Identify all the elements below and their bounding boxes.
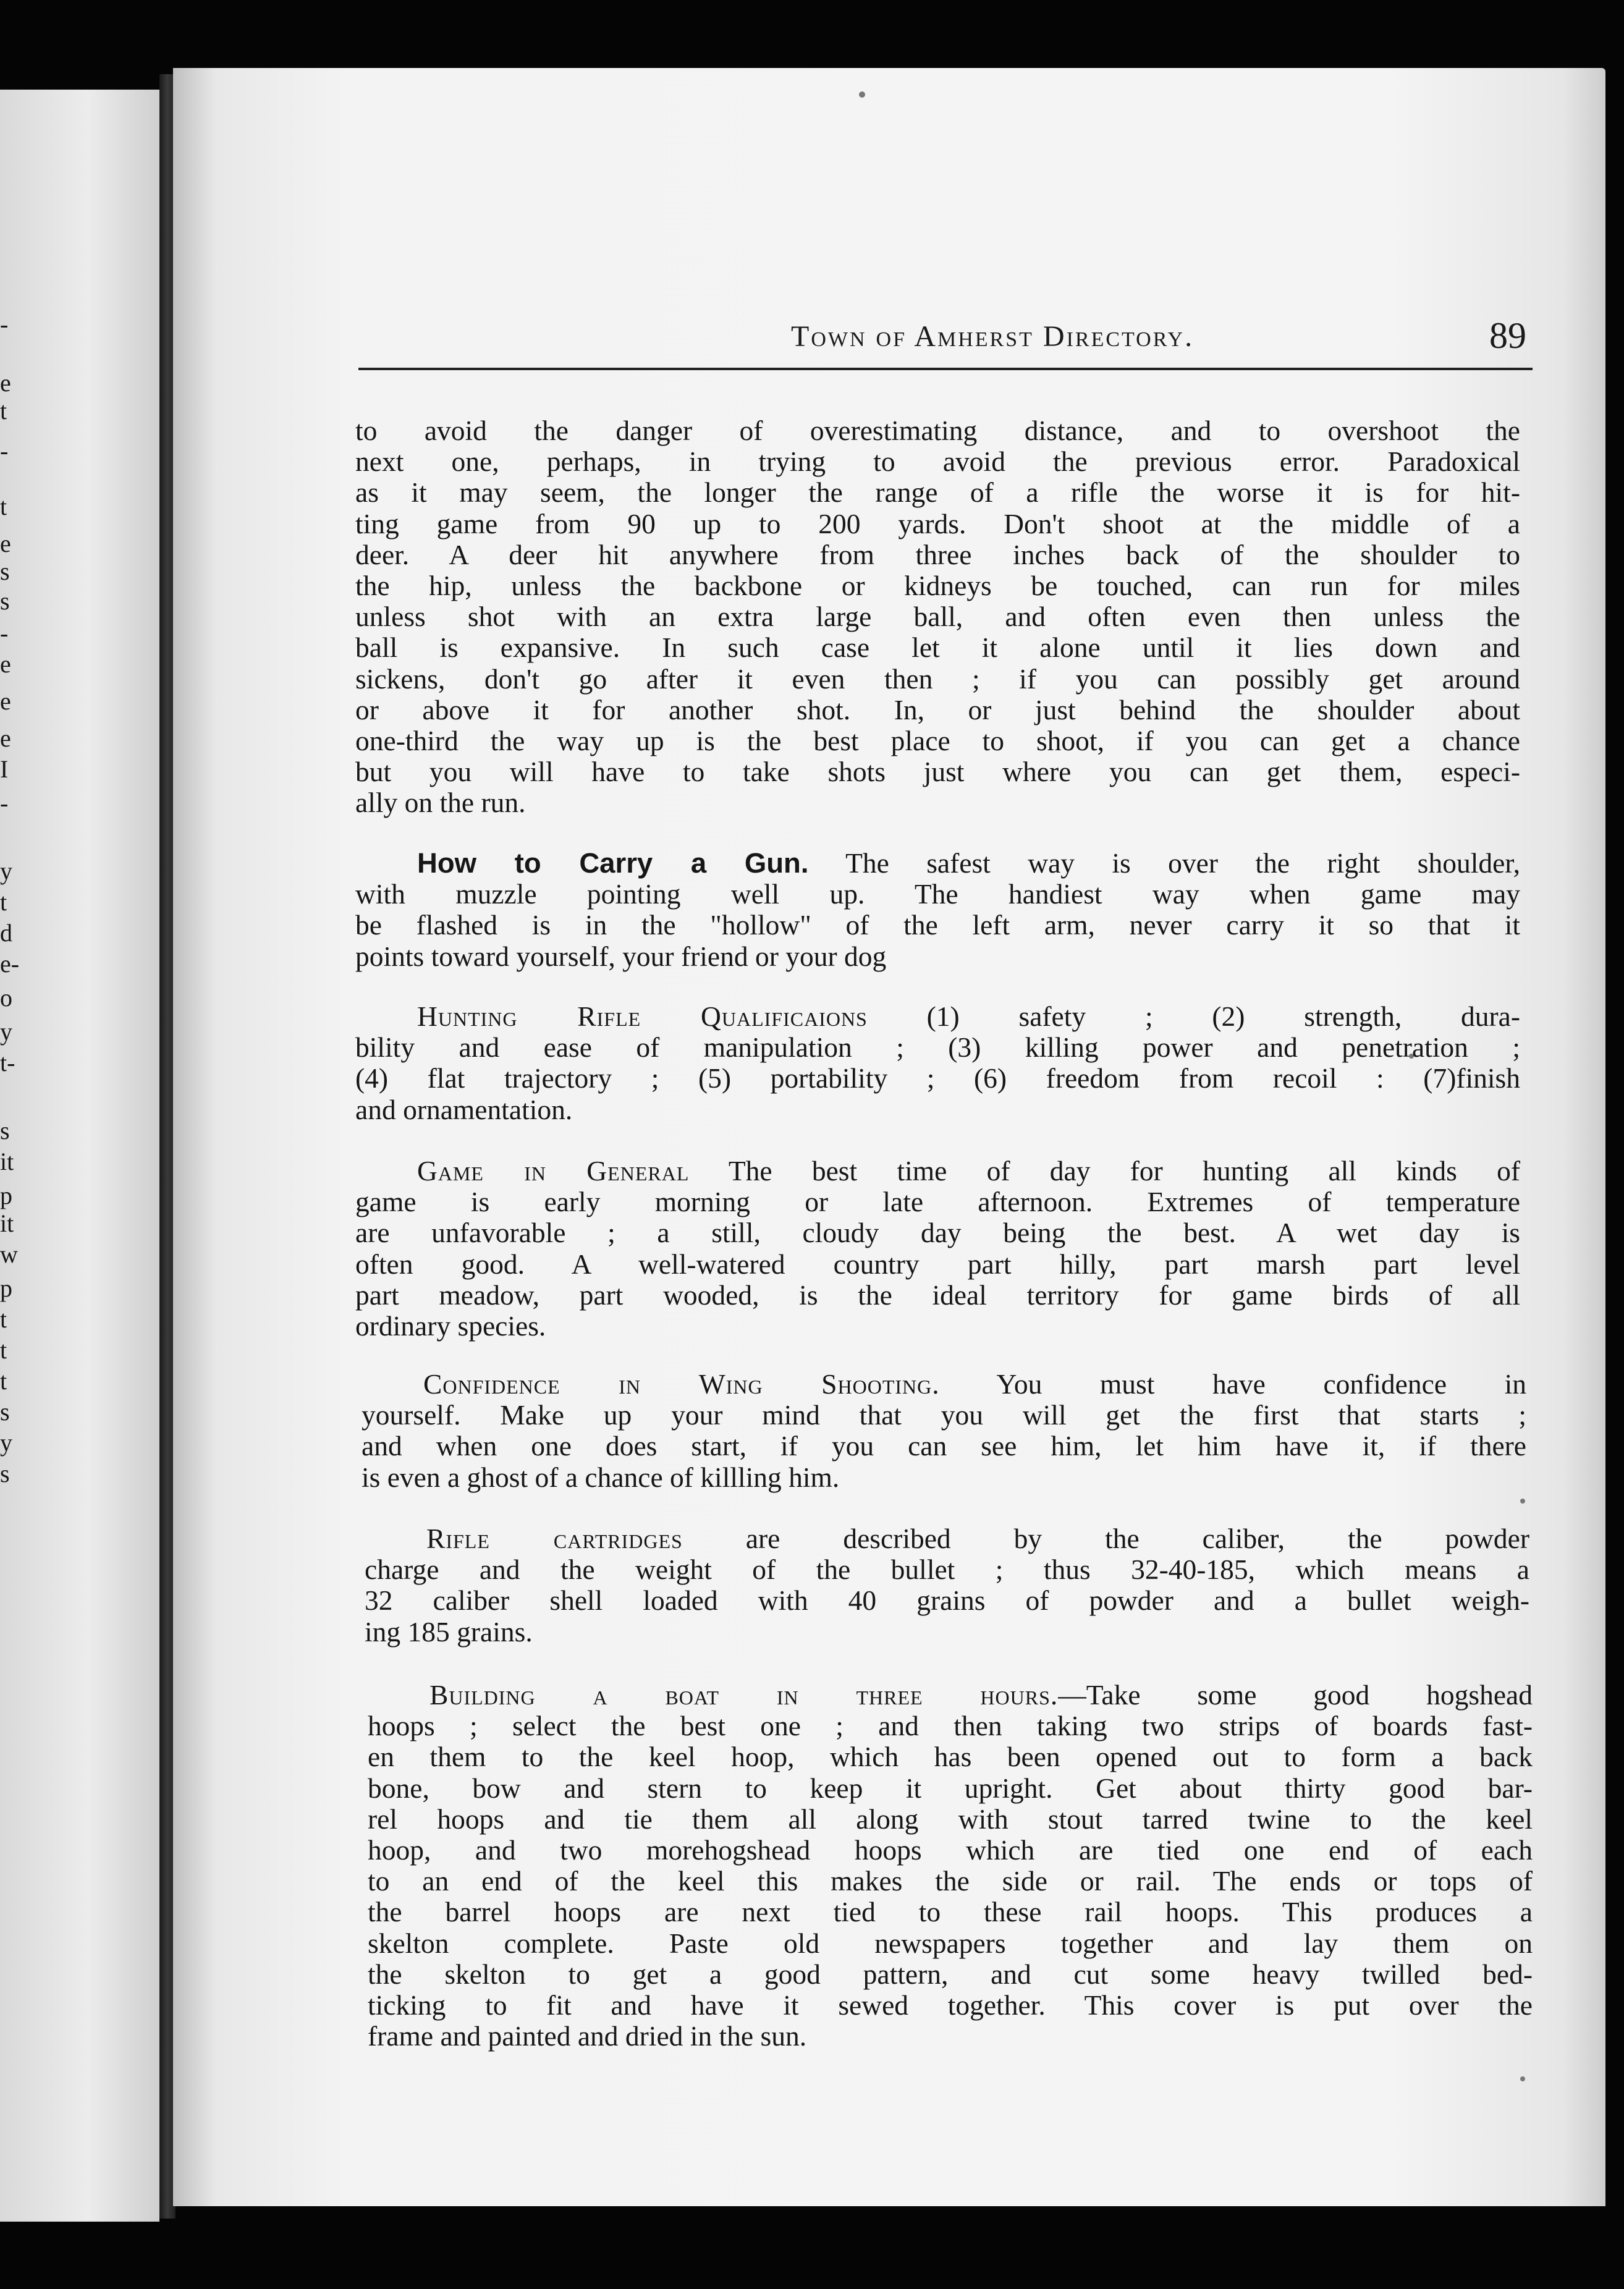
edge-char: t-	[0, 1049, 15, 1077]
section-heading: Rifle cartridges	[426, 1523, 683, 1554]
text-line: bone, bow and stern to keep it upright. Get about thirty good bar-	[368, 1772, 1533, 1804]
edge-char: e	[0, 724, 11, 752]
text-run: You must have confidence in	[939, 1368, 1526, 1400]
edge-char: s	[0, 1398, 10, 1426]
text-line: ting game from 90 up to 200 yards. Don't shoot at the middle of a	[355, 507, 1520, 539]
text-run: (1) safety ; (2) strength, dura-	[867, 1001, 1520, 1032]
paragraph-wing-shooting	[362, 1369, 1526, 1493]
text-line	[355, 1156, 1520, 1187]
text-line: next one, perhaps, in trying to avoid the previous error. Paradoxical	[355, 446, 1520, 478]
text-line: is even a ghost of a chance of killling him.	[362, 1461, 840, 1493]
edge-char: s	[0, 587, 10, 615]
text-line	[362, 1369, 1526, 1400]
edge-char: -	[0, 619, 9, 647]
text-line: skelton complete. Paste old newspapers together and lay them on	[368, 1927, 1533, 1959]
edge-char: -	[0, 789, 9, 817]
text-line: frame and painted and dried in the sun.	[368, 2020, 807, 2052]
edge-char: s	[0, 1117, 10, 1144]
text-run: are described by the caliber, the powder	[682, 1523, 1529, 1554]
text-line: but you will have to take shots just where you can get them, especi-	[355, 756, 1520, 788]
text-run: —Take some good hogshead	[1058, 1679, 1533, 1711]
edge-char: t	[0, 1305, 7, 1333]
section-heading: Building a boat in three hours.	[429, 1679, 1059, 1711]
edge-char: s	[0, 557, 10, 585]
text-line: game is early morning or late afternoon. Extremes of temperature	[355, 1186, 1520, 1218]
edge-char: it	[0, 1209, 14, 1237]
text-line	[355, 1001, 1520, 1032]
edge-char: e	[0, 369, 11, 397]
page-number: 89	[1489, 315, 1526, 356]
print-speck	[859, 91, 865, 98]
left-page-edge	[0, 90, 159, 2222]
text-line: hoop, and two morehogshead hoops which are tied one end of each	[368, 1834, 1533, 1866]
text-line: to an end of the keel this makes the side or rail. The ends or tops of	[368, 1865, 1533, 1897]
text-line: the hip, unless the backbone or kidneys be touched, can run for miles	[355, 570, 1520, 602]
text-line: and ornamentation.	[355, 1093, 573, 1125]
edge-char: I	[0, 755, 9, 783]
text-line	[365, 1523, 1529, 1554]
paragraph-building-boat	[368, 1680, 1533, 2052]
edge-char: p	[0, 1274, 12, 1302]
edge-char: t	[0, 1336, 7, 1364]
text-run: The safest way is over the right shoulder,	[808, 847, 1520, 879]
text-line: to avoid the danger of overestimating distance, and to overshoot the	[355, 415, 1520, 446]
text-line: part meadow, part wooded, is the ideal territory for game birds of all	[355, 1279, 1520, 1311]
edge-char: t	[0, 493, 7, 520]
text-line: unless shot with an extra large ball, and often even then unless the	[355, 601, 1520, 633]
text-line: the skelton to get a good pattern, and cut some heavy twilled bed-	[368, 1958, 1533, 1990]
section-heading: Hunting Rifle Qualificaions	[417, 1001, 868, 1032]
edge-char: e	[0, 687, 11, 715]
text-line: and when one does start, if you can see him, let him have it, if there	[362, 1430, 1526, 1462]
paragraph-carry-gun	[355, 848, 1520, 972]
text-line: sickens, don't go after it even then ; if you can possibly get around	[355, 662, 1520, 695]
text-line: one-third the way up is the best place to shoot, if you can get a chance	[355, 725, 1520, 757]
print-speck	[1520, 1499, 1525, 1504]
edge-char: s	[0, 1460, 10, 1487]
text-line: often good. A well-watered country part hilly, part marsh part level	[355, 1248, 1520, 1280]
edge-char: e	[0, 530, 11, 557]
edge-char: t	[0, 397, 7, 425]
text-line: are unfavorable ; a still, cloudy day being the best. A wet day is	[355, 1217, 1520, 1249]
edge-char: o	[0, 984, 12, 1012]
section-heading: How to Carry a Gun.	[417, 847, 809, 879]
edge-char: y	[0, 1429, 12, 1457]
edge-char: y	[0, 857, 12, 885]
text-line: ally on the run.	[355, 787, 526, 819]
running-header	[358, 312, 1533, 370]
paragraph-game-in-general	[355, 1156, 1520, 1342]
text-line: deer. A deer hit anywhere from three inches back of the shoulder to	[355, 538, 1520, 570]
edge-char: e	[0, 650, 11, 678]
text-line: as it may seem, the longer the range of a rifle the worse it is for hit-	[355, 476, 1520, 509]
text-line: ing 185 grains.	[365, 1615, 533, 1648]
text-line: the barrel hoops are next tied to these rail hoops. This produces a	[368, 1896, 1533, 1928]
text-line: hoops ; select the best one ; and then taking two strips of boards fast-	[368, 1710, 1533, 1742]
paragraph-rifle-shooting	[355, 415, 1520, 819]
paragraph-rifle-cartridges	[365, 1523, 1529, 1648]
text-line: ordinary species.	[355, 1310, 546, 1342]
text-line: or above it for another shot. In, or just behind the shoulder about	[355, 693, 1520, 726]
print-speck	[1520, 2076, 1525, 2081]
text-line: charge and the weight of the bullet ; thus 32-40-185, which means a	[365, 1554, 1529, 1586]
text-line: rel hoops and tie them all along with stout tarred twine to the keel	[368, 1803, 1533, 1835]
text-line: 32 caliber shell loaded with 40 grains of powder and a bullet weigh-	[365, 1585, 1529, 1617]
text-line: be flashed is in the "hollow" of the left arm, never carry it so that it	[355, 909, 1520, 941]
text-line	[368, 1680, 1533, 1711]
paragraph-rifle-qualifications	[355, 1001, 1520, 1125]
edge-char: y	[0, 1018, 12, 1046]
edge-char: d	[0, 919, 12, 947]
edge-char: w	[0, 1240, 18, 1268]
edge-char: it	[0, 1148, 14, 1175]
edge-char: p	[0, 1182, 12, 1209]
book-page	[173, 68, 1605, 2206]
edge-char: t	[0, 1367, 7, 1395]
edge-char: t	[0, 888, 7, 916]
section-heading: Game in General	[417, 1155, 690, 1187]
edge-char: e-	[0, 950, 20, 978]
text-line	[355, 848, 1520, 879]
text-line: ball is expansive. In such case let it alone until it lies down and	[355, 632, 1520, 664]
section-heading: Confidence in Wing Shooting.	[423, 1368, 940, 1400]
text-line: ticking to fit and have it sewed together. This cover is put over the	[368, 1989, 1533, 2021]
text-line: en them to the keel hoop, which has been opened out to form a back	[368, 1741, 1533, 1773]
text-line: points toward yourself, your friend or your dog	[355, 940, 887, 972]
edge-char: -	[0, 310, 9, 338]
page-title: Town of Amherst Directory.	[791, 320, 1195, 353]
edge-char: -	[0, 437, 9, 465]
text-line: (4) flat trajectory ; (5) portability ; (6) freedom from recoil : (7)finish	[355, 1062, 1520, 1094]
text-line: with muzzle pointing well up. The handiest way when game may	[355, 878, 1520, 910]
text-line: bility and ease of manipulation ; (3) killing power and penetration ;	[355, 1031, 1520, 1064]
text-line: yourself. Make up your mind that you will get the first that starts ;	[362, 1399, 1526, 1431]
text-run: The best time of day for hunting all kinds of	[689, 1155, 1520, 1187]
